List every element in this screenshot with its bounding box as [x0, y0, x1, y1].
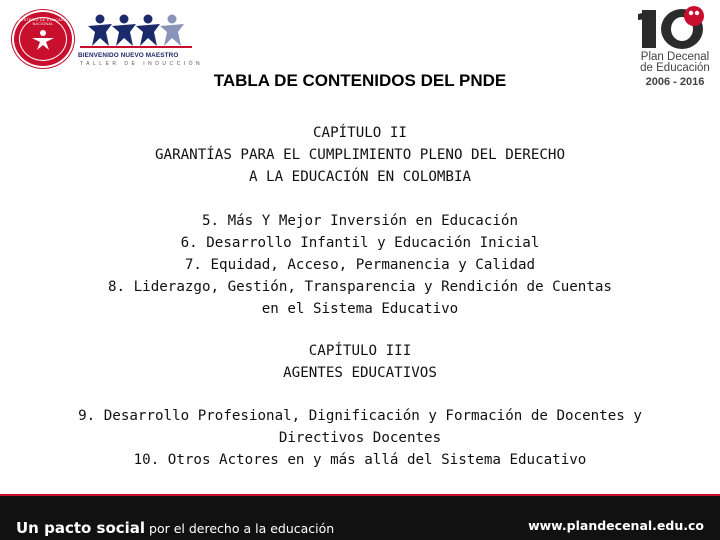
nuevo-maestro-logo — [78, 12, 204, 67]
plan-logo-years: 2006 - 2016 — [645, 76, 705, 88]
chapter-2-block — [40, 122, 680, 188]
list-item: 6. Desarrollo Infantil y Educación Inicial — [180, 235, 540, 251]
maestro-logo-text: BIENVENIDO NUEVO MAESTRO — [78, 52, 179, 59]
list-item: 10. Otros Actores en y más allá del Sistema Educativo — [133, 452, 587, 468]
maestro-logo-subtext: TALLER DE INDUCCIÓN — [80, 61, 204, 67]
star-person-icon — [31, 29, 55, 51]
chapter-2-heading: CAPÍTULO II — [313, 125, 407, 141]
list-item: 9. Desarrollo Profesional, Dignificación y Formación de Docentes y — [78, 408, 642, 424]
chapter-3-subtitle: AGENTES EDUCATIVOS — [283, 365, 437, 381]
page-title: TABLA DE CONTENIDOS DEL PNDE — [213, 71, 507, 90]
slogan-bold: Un pacto social — [16, 519, 146, 537]
slogan-rest: por el derecho a la educación — [145, 521, 335, 536]
footer-slogan — [16, 518, 334, 537]
list-item: 7. Equidad, Acceso, Permanencia y Calidad — [184, 257, 536, 273]
website-link[interactable]: www.plandecenal.edu.co — [528, 518, 704, 533]
plan-logo-line1: Plan Decenal — [640, 51, 710, 63]
teachers-group-icon — [78, 12, 198, 50]
plan-decenal-10-icon — [636, 6, 710, 52]
list-item: Directivos Docentes — [278, 430, 442, 446]
badge-text: MINISTERIO DE EDUCACIÓN NACIONAL — [14, 18, 72, 26]
ministry-badge-logo — [12, 10, 74, 68]
chapter-3-items — [40, 405, 680, 471]
chapter-2-items — [40, 210, 680, 320]
list-item: 8. Liderazgo, Gestión, Transparencia y Rendición de Cuentas — [108, 279, 612, 295]
chapter-2-subtitle-line-1: GARANTÍAS PARA EL CUMPLIMIENTO PLENO DEL DERECHO — [155, 147, 565, 163]
list-item: en el Sistema Educativo — [261, 301, 459, 317]
chapter-2-subtitle-line-2: A LA EDUCACIÓN EN COLOMBIA — [248, 169, 472, 185]
chapter-3-heading: CAPÍTULO III — [308, 343, 412, 359]
chapter-3-block — [40, 340, 680, 384]
plan-logo-line2: de Educación — [640, 62, 710, 74]
list-item: 5. Más Y Mejor Inversión en Educación — [201, 213, 519, 229]
